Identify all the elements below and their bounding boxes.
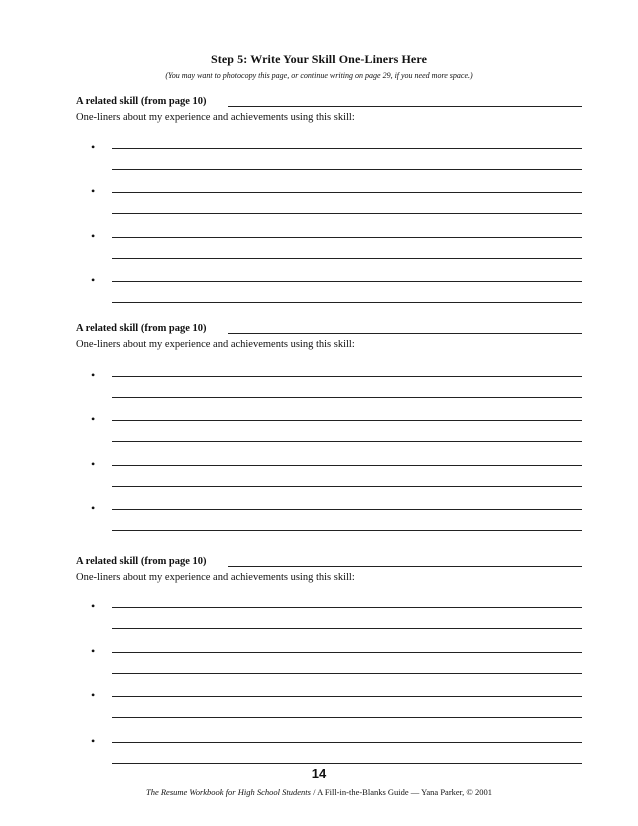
answer-line[interactable]: [112, 148, 582, 149]
answer-line[interactable]: [112, 397, 582, 398]
bullet-icon: •: [91, 734, 96, 748]
footer-credit: / A Fill-in-the-Blanks Guide — Yana Parker, © 2001: [310, 787, 493, 797]
answer-line[interactable]: [112, 302, 582, 303]
bullet-item: [76, 412, 582, 443]
bullet-item: [76, 644, 582, 675]
section-intro: One-liners about my experience and achievements using this skill:: [76, 572, 355, 583]
bullet-item: [76, 501, 582, 532]
answer-line[interactable]: [112, 169, 582, 170]
bullet-icon: •: [91, 229, 96, 243]
section-intro: One-liners about my experience and achievements using this skill:: [76, 339, 355, 350]
answer-line[interactable]: [112, 530, 582, 531]
bullet-icon: •: [91, 688, 96, 702]
answer-line[interactable]: [112, 652, 582, 653]
bullet-icon: •: [91, 273, 96, 287]
skill-answer-line[interactable]: [228, 333, 582, 334]
answer-line[interactable]: [112, 237, 582, 238]
answer-line[interactable]: [112, 509, 582, 510]
bullet-icon: •: [91, 599, 96, 613]
bullet-item: [76, 184, 582, 215]
answer-line[interactable]: [112, 763, 582, 764]
page-title: Step 5: Write Your Skill One-Liners Here: [211, 52, 427, 66]
bullet-icon: •: [91, 501, 96, 515]
bullet-item: [76, 368, 582, 399]
skill-label: A related skill (from page 10): [76, 323, 207, 334]
footer: [0, 787, 638, 797]
footer-book-title: The Resume Workbook for High School Students: [145, 787, 311, 797]
bullet-icon: •: [91, 184, 96, 198]
bullet-item: [76, 457, 582, 488]
answer-line[interactable]: [112, 258, 582, 259]
bullet-icon: •: [91, 140, 96, 154]
section-intro: One-liners about my experience and achievements using this skill:: [76, 112, 355, 123]
bullet-item: [76, 734, 582, 765]
answer-line[interactable]: [112, 441, 582, 442]
bullet-item: [76, 599, 582, 630]
skill-section: [76, 96, 582, 123]
answer-line[interactable]: [112, 742, 582, 743]
bullet-item: [76, 229, 582, 260]
bullet-item: [76, 140, 582, 171]
answer-line[interactable]: [112, 717, 582, 718]
skill-answer-line[interactable]: [228, 566, 582, 567]
bullet-icon: •: [91, 412, 96, 426]
answer-line[interactable]: [112, 192, 582, 193]
answer-line[interactable]: [112, 465, 582, 466]
answer-line[interactable]: [112, 486, 582, 487]
bullet-icon: •: [91, 644, 96, 658]
answer-line[interactable]: [112, 213, 582, 214]
skill-label: A related skill (from page 10): [76, 556, 207, 567]
bullet-icon: •: [91, 457, 96, 471]
answer-line[interactable]: [112, 376, 582, 377]
skill-section: [76, 556, 582, 583]
answer-line[interactable]: [112, 607, 582, 608]
bullet-item: [76, 688, 582, 719]
bullet-item: [76, 273, 582, 304]
bullet-icon: •: [91, 368, 96, 382]
answer-line[interactable]: [112, 628, 582, 629]
skill-answer-line[interactable]: [228, 106, 582, 107]
answer-line[interactable]: [112, 673, 582, 674]
page-subtitle: (You may want to photocopy this page, or continue writing on page 29, if you need more space.): [165, 71, 473, 80]
page-number: 14: [311, 766, 327, 781]
answer-line[interactable]: [112, 420, 582, 421]
answer-line[interactable]: [112, 696, 582, 697]
skill-label: A related skill (from page 10): [76, 96, 207, 107]
answer-line[interactable]: [112, 281, 582, 282]
skill-section: [76, 323, 582, 350]
